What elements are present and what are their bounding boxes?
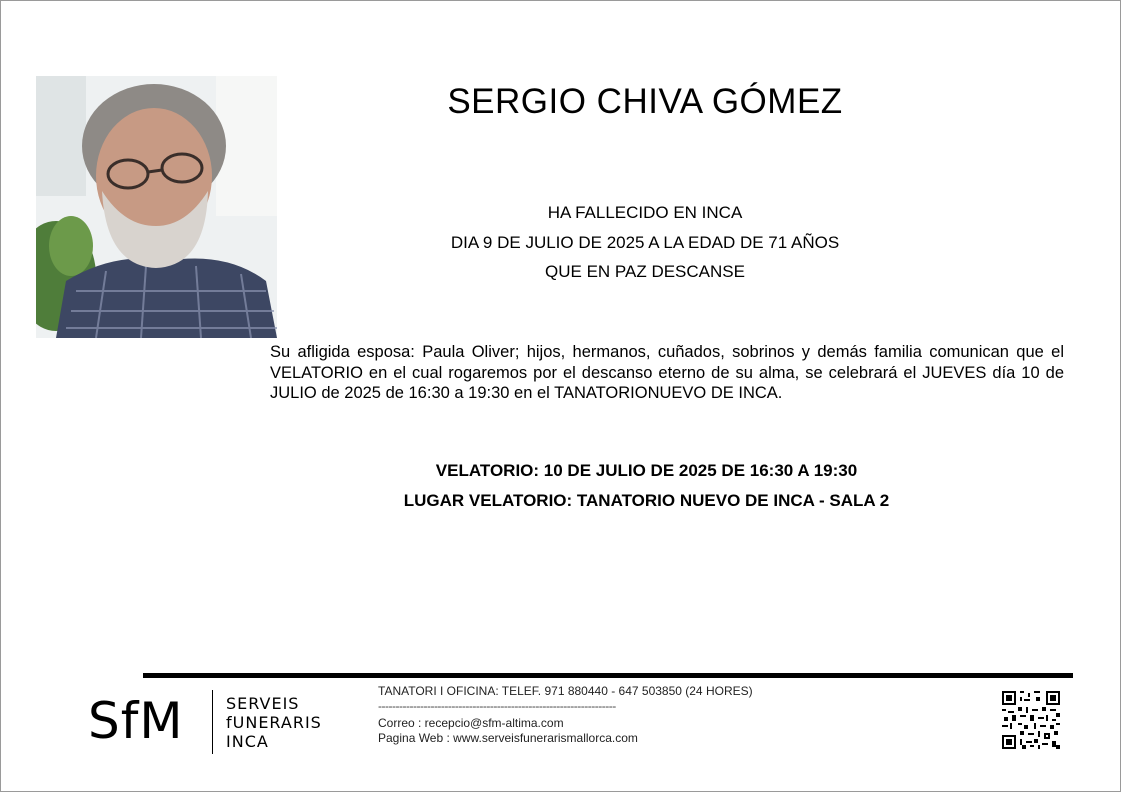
logo-divider xyxy=(212,690,213,754)
web-line: Pagina Web : www.serveisfunerarismallorca.com xyxy=(378,731,638,745)
phone-line: TANATORI I OFICINA: TELEF. 971 880440 - 647 503850 (24 HORES) xyxy=(378,684,753,698)
footer-divider xyxy=(143,673,1073,678)
email-line: Correo : recepcio@sfm-altima.com xyxy=(378,716,564,730)
logo-wordmark xyxy=(226,694,322,751)
sfm-logo xyxy=(88,690,348,756)
contact-info xyxy=(378,684,753,746)
logo-line-3: INCA xyxy=(226,732,269,751)
announcement-line-1: HA FALLECIDO EN INCA xyxy=(547,203,743,222)
logo-line-1: SERVEIS xyxy=(226,694,300,713)
deceased-name: SERGIO CHIVA GÓMEZ xyxy=(447,82,843,121)
wake-location: LUGAR VELATORIO: TANATORIO NUEVO DE INCA - SALA 2 xyxy=(403,490,890,510)
family-paragraph: Su afligida esposa: Paula Oliver; hijos, hermanos, cuñados, sobrinos y demás familia comunican que el VELATORIO en el cual rogaremos por el descanso eterno de su alma, se celebrará el JUEVES día 10 de JULIO de 2025 de 16:30 a 19:30 en el TANATORIONUEVO DE INCA. xyxy=(270,343,1064,402)
wake-date-time: VELATORIO: 10 DE JULIO DE 2025 DE 16:30 A 19:30 xyxy=(435,461,858,480)
logo-mark: SfM xyxy=(88,692,184,750)
announcement-line-3: QUE EN PAZ DESCANSE xyxy=(545,262,745,281)
announcement xyxy=(300,198,990,287)
logo-line-2: fUNERARIS xyxy=(226,713,322,732)
announcement-line-2: DIA 9 DE JULIO DE 2025 A LA EDAD DE 71 AÑOS xyxy=(450,232,840,252)
contact-separator: -------------------------------------------------------------------- xyxy=(378,699,616,713)
wake-details xyxy=(280,456,1013,515)
portrait-photo xyxy=(36,76,277,338)
qr-code-icon xyxy=(1002,691,1060,749)
